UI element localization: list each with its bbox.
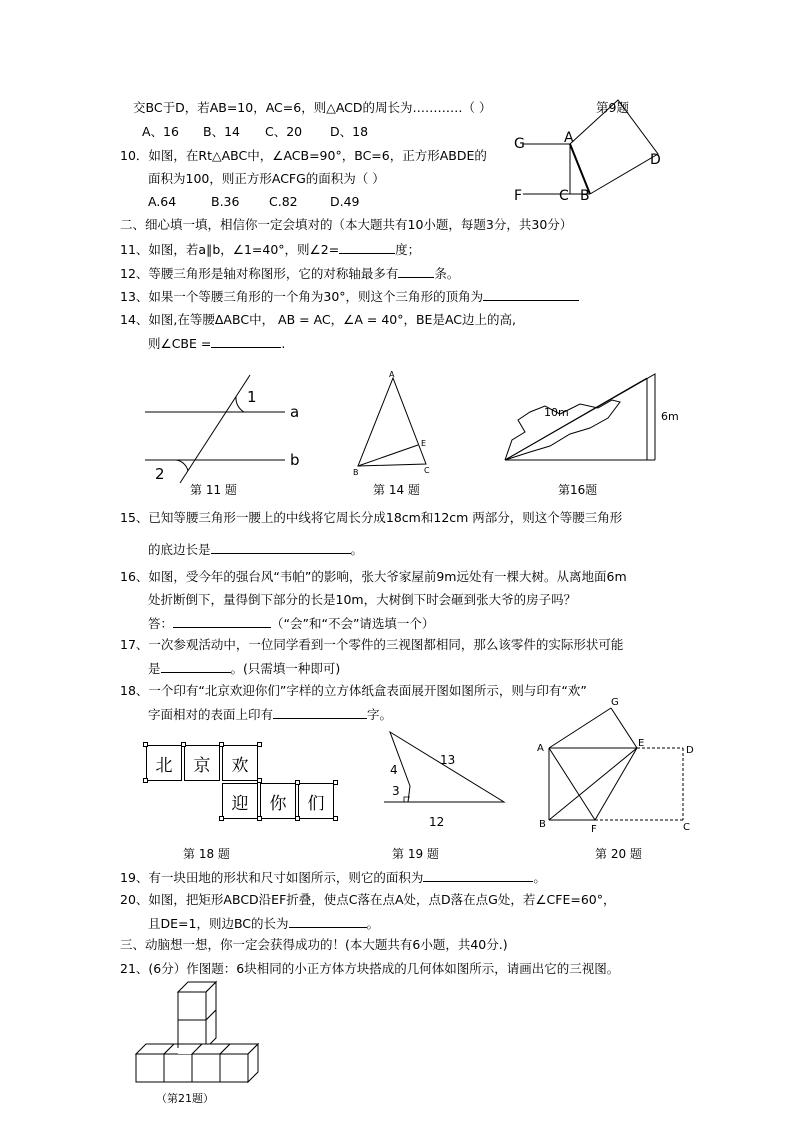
q10-option-a: A.64 bbox=[148, 194, 177, 209]
fig14-label-b: B bbox=[353, 468, 359, 477]
fig16-hypotenuse bbox=[505, 378, 647, 460]
fig9-label-d: D bbox=[650, 152, 661, 168]
fig19-label-13: 13 bbox=[440, 753, 456, 767]
q20-blank bbox=[289, 915, 367, 928]
q9-line: 交BC于D，若AB=10，AC=6，则△ACD的周长为…………（ ） bbox=[133, 100, 492, 115]
q15-tail: 。 bbox=[350, 542, 364, 557]
fig19-figure bbox=[380, 728, 510, 828]
fig14-label-e: E bbox=[421, 439, 427, 448]
q13 bbox=[120, 288, 579, 305]
q9-option-c: C、20 bbox=[265, 124, 303, 139]
fig18-corner-dot bbox=[257, 816, 262, 821]
q15-text: 的底边长是 bbox=[148, 542, 211, 557]
fig9-square-abde bbox=[570, 100, 658, 194]
fig18-caption: 第 18 题 bbox=[183, 847, 230, 861]
fig18-corner-dot bbox=[333, 816, 338, 821]
fig21-cube bbox=[220, 1054, 248, 1082]
fig20-fold-ef bbox=[595, 748, 637, 820]
fig20-af bbox=[549, 748, 595, 820]
q14-line1: 14、如图,在等腰ΔABC中， AB = AC，∠A = 40°，BE是AC边上的高, bbox=[120, 312, 516, 327]
fig18-corner-dot bbox=[219, 816, 224, 821]
q9-option-a: A、16 bbox=[142, 124, 179, 139]
q13-blank bbox=[483, 288, 579, 301]
fig18-corner-dot bbox=[333, 780, 338, 785]
q17-text: 是 bbox=[148, 661, 161, 676]
fig18-face-jing: 京 bbox=[184, 745, 220, 781]
fig20-label-d: D bbox=[686, 745, 694, 756]
fig20-label-e: E bbox=[638, 738, 645, 749]
fig21-figure bbox=[130, 978, 260, 1088]
q11 bbox=[120, 241, 420, 258]
fig11-label-a: a bbox=[290, 403, 300, 421]
q20-text: 且DE=1，则边BC的长为 bbox=[148, 916, 289, 931]
q10-line2: 面积为100，则正方形ACFG的面积为（ ） bbox=[148, 171, 385, 186]
q18-line1: 18、一个印有“北京欢迎你们”字样的立方体纸盒表面展开图如图所示，则与印有“欢” bbox=[120, 683, 587, 698]
q11-tail: 度； bbox=[395, 242, 421, 257]
fig11-label-1: 1 bbox=[247, 388, 257, 406]
fig19-caption: 第 19 题 bbox=[392, 847, 439, 861]
fig18-face-men: 们 bbox=[298, 783, 334, 819]
q16-hint: （“会”和“不会”请选填一个） bbox=[271, 616, 435, 631]
fig20-ag bbox=[549, 708, 611, 748]
fig18-corner-dot bbox=[143, 742, 148, 747]
fig20-ge bbox=[611, 708, 637, 748]
fig20-label-a: A bbox=[537, 743, 544, 754]
fig19-label-3: 3 bbox=[392, 784, 400, 798]
fig20-label-g: G bbox=[611, 697, 619, 708]
q19 bbox=[120, 869, 546, 886]
fig19-label-4: 4 bbox=[390, 763, 398, 777]
fig14-caption: 第 14 题 bbox=[373, 483, 420, 497]
fig9-label-c: C bbox=[559, 188, 569, 204]
q15-blank bbox=[211, 541, 351, 554]
q15-line2 bbox=[148, 541, 363, 558]
q18-text: 字面相对的表面上印有 bbox=[148, 707, 274, 722]
fig21-cube bbox=[192, 1054, 220, 1082]
q12 bbox=[120, 265, 459, 282]
q14-text: 则∠CBE = bbox=[148, 336, 212, 351]
q10-option-c: C.82 bbox=[269, 194, 298, 209]
fig20-label-b: B bbox=[539, 819, 546, 830]
fig18-face-ni: 你 bbox=[260, 783, 296, 819]
fig21-cube bbox=[178, 992, 206, 1020]
q12-text: 12、等腰三角形是轴对称图形，它的对称轴最多有 bbox=[120, 266, 399, 281]
q17-blank bbox=[161, 660, 231, 673]
q10-option-b: B.36 bbox=[211, 194, 240, 209]
fig20-bx bbox=[549, 748, 637, 820]
fig9-ab bbox=[570, 144, 590, 194]
fig21-cube bbox=[136, 1054, 164, 1082]
fig20-label-c: C bbox=[683, 822, 690, 833]
q21: 21、(6分）作图题：6块相同的小正方体方块搭成的几何体如图所示，请画出它的三视图。 bbox=[120, 961, 620, 976]
q17-line1: 17、一次参观活动中，一位同学看到一个零件的三视图都相同，那么该零件的实际形状可能 bbox=[120, 637, 624, 652]
fig14-triangle bbox=[358, 378, 426, 466]
q18-line2 bbox=[148, 706, 392, 723]
q16-blank bbox=[173, 615, 271, 628]
fig19-outline bbox=[384, 732, 504, 802]
fig9-figure bbox=[505, 96, 675, 206]
fig18-corner-dot bbox=[295, 816, 300, 821]
q9-option-d: D、18 bbox=[330, 124, 369, 139]
fig9-caption: 第9题 bbox=[596, 100, 629, 115]
fig16-caption: 第16题 bbox=[558, 483, 598, 497]
fig14-label-c: C bbox=[424, 466, 430, 475]
fig20-figure bbox=[533, 696, 703, 836]
fig21-cube bbox=[164, 1054, 192, 1082]
q10-line1: 10．如图，在Rt△ABC中，∠ACB=90°，BC=6，正方形ABDE的 bbox=[120, 148, 487, 163]
fig19-label-12: 12 bbox=[429, 815, 445, 829]
fig19-right-angle bbox=[404, 797, 410, 802]
fig18-face-ying: 迎 bbox=[222, 783, 258, 819]
fig20-label-f: F bbox=[591, 824, 597, 835]
fig21-caption: （第21题） bbox=[156, 1092, 214, 1105]
fig20-caption: 第 20 题 bbox=[595, 847, 642, 861]
q10-option-d: D.49 bbox=[330, 194, 360, 209]
fig11-transversal bbox=[180, 375, 250, 483]
q20-tail: 。 bbox=[366, 916, 380, 931]
q16-answer-label: 答： bbox=[148, 616, 174, 631]
fig18-face-bei: 北 bbox=[146, 745, 182, 781]
fig18-corner-dot bbox=[295, 780, 300, 785]
fig18-corner-dot bbox=[181, 742, 186, 747]
q13-text: 13、如果一个等腰三角形的一个角为30°，则这个三角形的顶角为 bbox=[120, 289, 484, 304]
q14-blank bbox=[211, 335, 281, 348]
fig11-label-b: b bbox=[290, 451, 300, 469]
q19-text: 19、有一块田地的形状和尺寸如图所示，则它的面积为 bbox=[120, 870, 424, 885]
q12-blank bbox=[398, 265, 434, 278]
q11-blank bbox=[339, 241, 395, 254]
q11-text: 11、如图，若a∥b，∠1=40°，则∠2= bbox=[120, 242, 340, 257]
q16-line1: 16、如图，受今年的强台风“韦帕”的影响，张大爷家屋前9m远处有一棵大树。从离地面6m bbox=[120, 569, 627, 584]
q19-blank bbox=[423, 869, 533, 882]
fig9-label-f: F bbox=[514, 188, 523, 204]
q14-tail: . bbox=[281, 336, 286, 351]
fig14-altitude-be bbox=[358, 445, 418, 466]
q14-line2 bbox=[148, 335, 285, 352]
fig16-label-6m: 6m bbox=[661, 410, 679, 423]
fig11-figure bbox=[140, 375, 320, 490]
q18-tail: 字。 bbox=[367, 707, 393, 722]
q15-line1: 15、已知等腰三角形一腰上的中线将它周长分成18cm和12cm 两部分，则这个等腰三角形 bbox=[120, 510, 623, 525]
fig18-corner-dot bbox=[219, 742, 224, 747]
fig18-face-huan: 欢 bbox=[222, 745, 258, 781]
fig18-corner-dot bbox=[143, 778, 148, 783]
section2-heading: 二、细心填一填，相信你一定会填对的（本大题共有10小题，每题3分，共30分） bbox=[120, 217, 573, 232]
fig11-angle2-arc bbox=[176, 460, 188, 471]
fig14-figure bbox=[350, 368, 440, 478]
q12-tail: 条。 bbox=[434, 266, 460, 281]
fig14-label-a: A bbox=[389, 370, 395, 379]
q20-line2 bbox=[148, 915, 379, 932]
fig18-corner-dot bbox=[257, 778, 262, 783]
q18-blank bbox=[273, 706, 367, 719]
q17-tail: 。(只需填一种即可) bbox=[230, 661, 341, 676]
fig16-label-10m: 10m bbox=[544, 406, 569, 419]
section3-heading: 三、动脑想一想，你一定会获得成功的！(本大题共有6小题，共40分.) bbox=[120, 937, 508, 952]
fig11-caption: 第 11 题 bbox=[190, 483, 237, 497]
q16-line3 bbox=[148, 615, 434, 632]
fig9-label-b: B bbox=[580, 188, 590, 204]
fig18-corner-dot bbox=[257, 742, 262, 747]
q16-line2: 处折断倒下，量得倒下部分的长是10m，大树倒下时会砸到张大爷的房子吗？ bbox=[148, 592, 577, 607]
fig16-figure bbox=[500, 368, 690, 468]
fig9-label-g: G bbox=[514, 136, 525, 152]
fig11-angle1-arc bbox=[236, 397, 244, 412]
fig9-square-acfg bbox=[523, 144, 570, 194]
q9-option-b: B、14 bbox=[203, 124, 240, 139]
q17-line2 bbox=[148, 660, 340, 677]
q20-line1: 20、如图，把矩形ABCD沿EF折叠，使点C落在点A处，点D落在点G处，若∠CFE=60°， bbox=[120, 892, 616, 907]
fig9-label-a: A bbox=[564, 130, 574, 146]
q19-tail: 。 bbox=[533, 870, 546, 885]
fig11-label-2: 2 bbox=[155, 465, 165, 483]
